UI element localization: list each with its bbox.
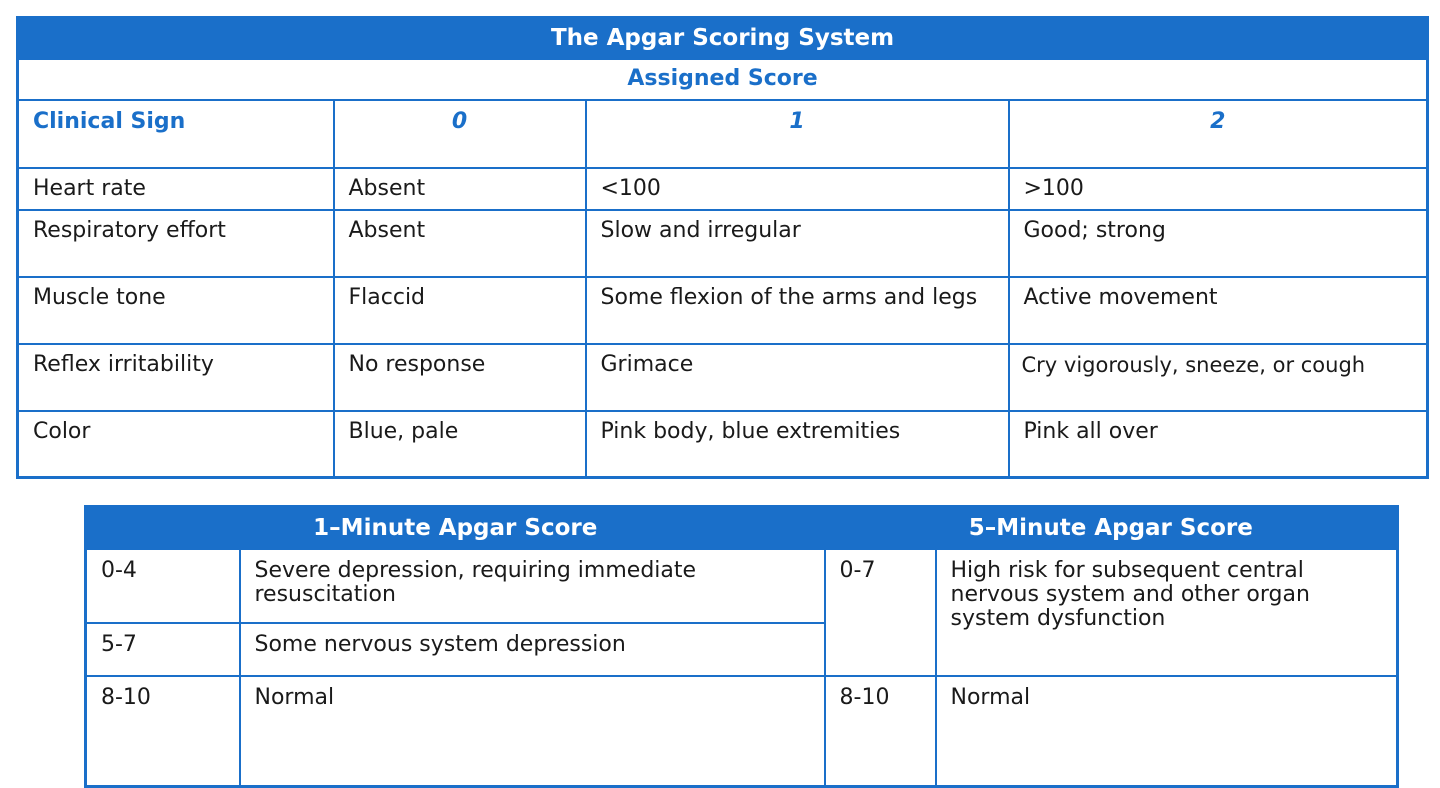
score-0-cell: Absent — [334, 168, 586, 210]
table-row — [86, 549, 1398, 623]
table-row — [18, 344, 1428, 411]
clinical-sign-header: Clinical Sign — [18, 100, 334, 168]
apgar-scoring-table — [16, 16, 1429, 479]
table-row — [18, 168, 1428, 210]
assigned-score-label: Assigned Score — [18, 59, 1428, 100]
score-1-cell: Some flexion of the arms and legs — [586, 277, 1009, 344]
score-range-cell: 8-10 — [825, 676, 936, 787]
score-2-cell: Good; strong — [1009, 210, 1428, 277]
score-2-cell: Active movement — [1009, 277, 1428, 344]
score-1-cell: Slow and irregular — [586, 210, 1009, 277]
score-1-cell: <100 — [586, 168, 1009, 210]
score-0-cell: No response — [334, 344, 586, 411]
score-2-cell: Cry vigorously, sneeze, or cough — [1009, 344, 1428, 411]
score-1-cell: Pink body, blue extremities — [586, 411, 1009, 478]
score-range-cell: 0-7 — [825, 549, 936, 676]
clinical-sign-cell: Muscle tone — [18, 277, 334, 344]
clinical-sign-cell: Reflex irritability — [18, 344, 334, 411]
score-0-cell: Flaccid — [334, 277, 586, 344]
apgar-interpretation-table — [84, 505, 1399, 788]
score-meaning-cell: Some nervous system depression — [240, 623, 825, 676]
clinical-sign-cell: Color — [18, 411, 334, 478]
score-meaning-cell: Normal — [936, 676, 1398, 787]
score-meaning-cell: High risk for subsequent central nervous system and other organ system dysfunction — [936, 549, 1398, 676]
five-minute-header: 5–Minute Apgar Score — [825, 507, 1398, 549]
table-row — [86, 676, 1398, 787]
score-2-cell: Pink all over — [1009, 411, 1428, 478]
score-0-header: 0 — [334, 100, 586, 168]
score-2-cell: >100 — [1009, 168, 1428, 210]
clinical-sign-cell: Heart rate — [18, 168, 334, 210]
score-0-cell: Blue, pale — [334, 411, 586, 478]
score-meaning-cell: Normal — [240, 676, 825, 787]
clinical-sign-cell: Respiratory effort — [18, 210, 334, 277]
score-range-cell: 0-4 — [86, 549, 240, 623]
score-2-header: 2 — [1009, 100, 1428, 168]
table-row — [18, 210, 1428, 277]
score-range-cell: 5-7 — [86, 623, 240, 676]
table-row — [18, 277, 1428, 344]
table-row — [18, 411, 1428, 478]
score-1-header: 1 — [586, 100, 1009, 168]
score-meaning-cell: Severe depression, requiring immediate resuscitation — [240, 549, 825, 623]
score-1-cell: Grimace — [586, 344, 1009, 411]
score-0-cell: Absent — [334, 210, 586, 277]
table-title: The Apgar Scoring System — [18, 18, 1428, 59]
score-range-cell: 8-10 — [86, 676, 240, 787]
one-minute-header: 1–Minute Apgar Score — [86, 507, 825, 549]
